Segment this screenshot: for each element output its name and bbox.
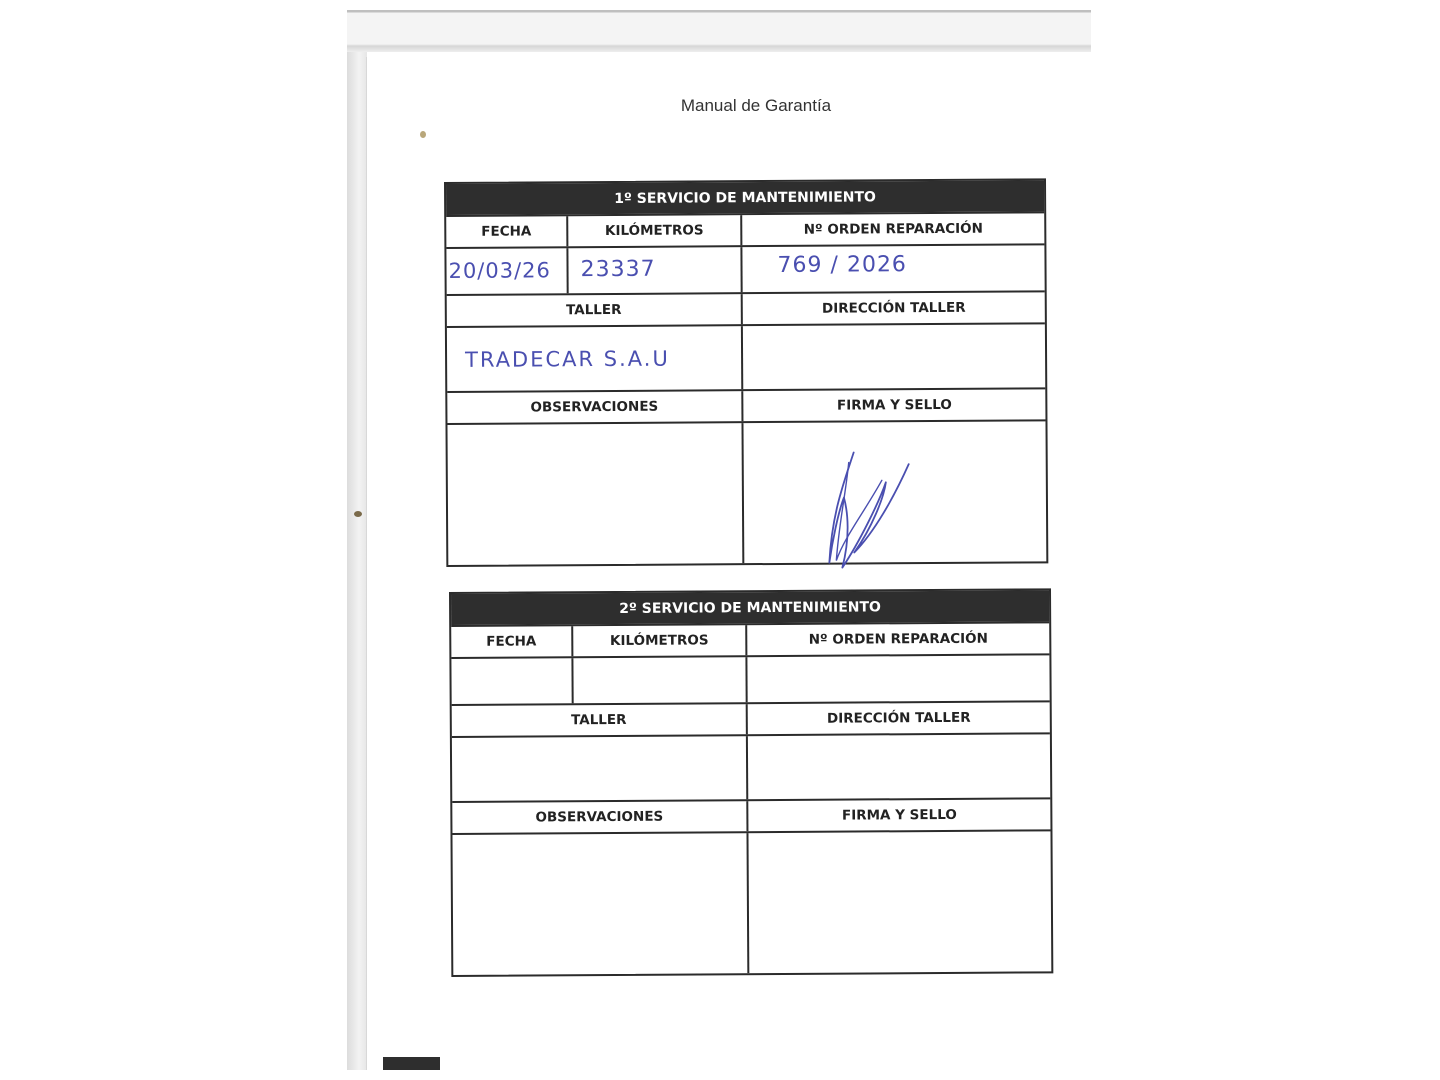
fecha-label: FECHA bbox=[481, 223, 532, 240]
observaciones-label: OBSERVACIONES bbox=[535, 808, 664, 826]
direccion-label: DIRECCIÓN TALLER bbox=[826, 709, 971, 727]
labels-row bbox=[447, 290, 1045, 326]
direccion-label: DIRECCIÓN TALLER bbox=[821, 299, 966, 317]
form-header: 2º SERVICIO DE MANTENIMIENTO bbox=[451, 590, 1049, 625]
kilometros-label: KILÓMETROS bbox=[609, 632, 709, 650]
firma-label: FIRMA Y SELLO bbox=[841, 806, 957, 824]
values-row bbox=[446, 243, 1044, 294]
fecha-field[interactable] bbox=[451, 658, 571, 704]
values-row bbox=[447, 322, 1045, 391]
labels-row bbox=[446, 211, 1044, 247]
taller-field[interactable] bbox=[452, 736, 746, 801]
kilometros-field[interactable] bbox=[571, 657, 745, 703]
labels-row bbox=[447, 387, 1045, 423]
fecha-value: 20/03/26 bbox=[448, 258, 551, 283]
orden-label: Nº ORDEN REPARACIÓN bbox=[808, 630, 988, 648]
orden-label: Nº ORDEN REPARACIÓN bbox=[803, 220, 983, 238]
labels-row bbox=[452, 700, 1050, 736]
orden-field[interactable] bbox=[740, 245, 1044, 292]
direccion-field[interactable] bbox=[741, 324, 1045, 389]
taller-value: TRADECAR S.A.U bbox=[465, 346, 670, 372]
kilometros-field[interactable] bbox=[566, 247, 740, 293]
service-form-1 bbox=[444, 178, 1048, 567]
orden-value: 769 / 2026 bbox=[777, 252, 907, 278]
values-row bbox=[452, 829, 1051, 975]
firma-label: FIRMA Y SELLO bbox=[836, 396, 952, 414]
fecha-label: FECHA bbox=[486, 633, 537, 650]
firma-field[interactable] bbox=[741, 421, 1046, 563]
paper-speck bbox=[354, 511, 362, 517]
scan-bottom-mark bbox=[383, 1057, 440, 1070]
observaciones-label: OBSERVACIONES bbox=[530, 398, 659, 416]
handwritten-signature bbox=[824, 442, 925, 573]
observaciones-field[interactable] bbox=[452, 833, 747, 975]
labels-row bbox=[452, 797, 1050, 833]
service-form-2 bbox=[449, 588, 1053, 977]
values-row bbox=[451, 653, 1049, 704]
form-header: 1º SERVICIO DE MANTENIMIENTO bbox=[446, 180, 1044, 215]
taller-field[interactable] bbox=[447, 326, 741, 391]
observaciones-field[interactable] bbox=[447, 423, 742, 565]
labels-row bbox=[451, 621, 1049, 657]
direccion-field[interactable] bbox=[746, 734, 1050, 799]
fecha-field[interactable] bbox=[446, 248, 566, 294]
scan-edge-top bbox=[347, 10, 1091, 52]
page-title: Manual de Garantía bbox=[680, 96, 832, 115]
paper-speck bbox=[420, 131, 426, 138]
kilometros-value: 23337 bbox=[580, 256, 656, 283]
firma-field[interactable] bbox=[746, 831, 1051, 973]
scan-edge-left bbox=[347, 10, 367, 1070]
kilometros-label: KILÓMETROS bbox=[604, 222, 704, 240]
orden-field[interactable] bbox=[745, 655, 1049, 702]
values-row bbox=[452, 732, 1050, 801]
values-row bbox=[447, 419, 1046, 565]
taller-label: TALLER bbox=[571, 711, 627, 729]
taller-label: TALLER bbox=[566, 301, 622, 319]
